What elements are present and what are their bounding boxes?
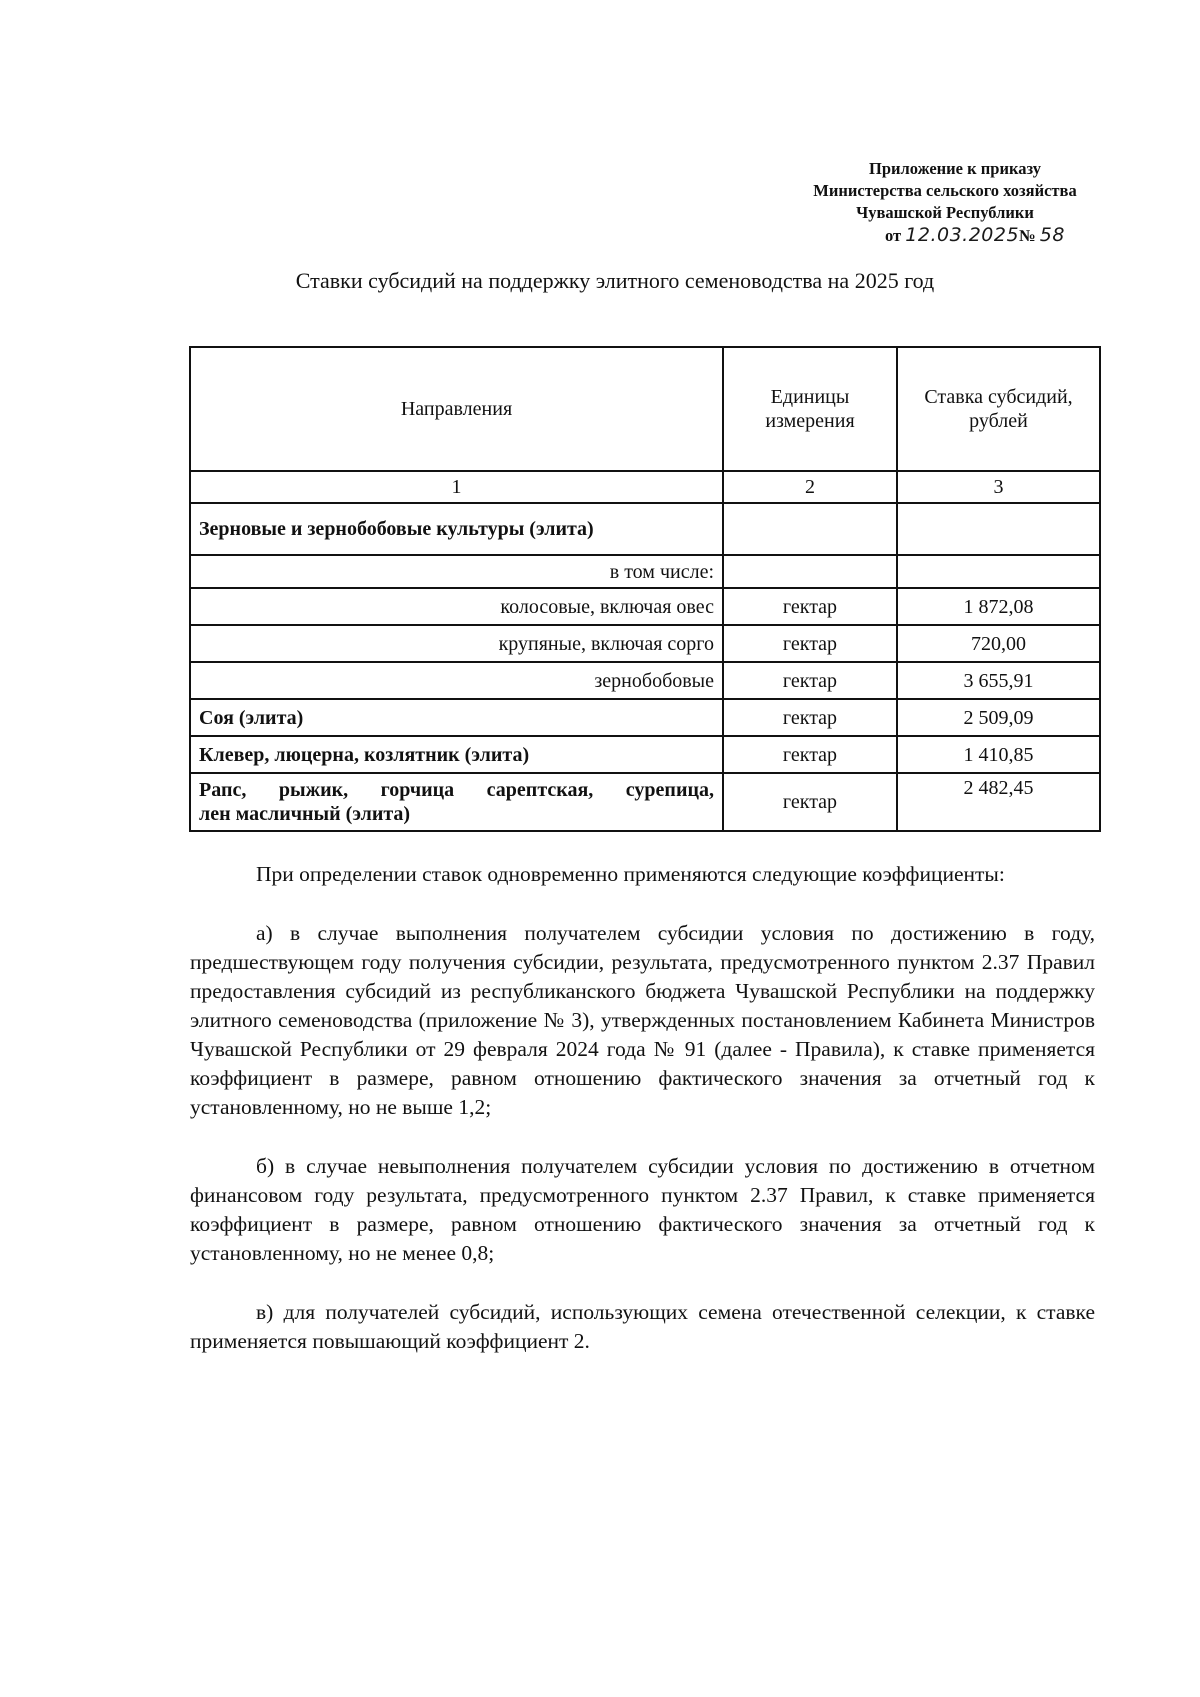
paragraph-c: в) для получателей субсидий, использующих семена отечественной селекции, к ставке применяется повышающий коэффициент 2. (190, 1300, 1095, 1353)
rate-cell: 720,00 (897, 625, 1100, 662)
table-row (190, 773, 1100, 831)
order-date-handwritten: 12.03.2025 (905, 224, 1020, 246)
rate-cell (897, 503, 1100, 555)
unit-cell: гектар (723, 773, 897, 831)
table-row (190, 736, 1100, 773)
unit-cell: гектар (723, 699, 897, 736)
rate-cell: 3 655,91 (897, 662, 1100, 699)
direction-cell: в том числе: (190, 555, 723, 588)
rate-cell: 2 482,45 (897, 773, 1100, 831)
rate-cell: 1 410,85 (897, 736, 1100, 773)
direction-cell: Соя (элита) (190, 699, 723, 736)
direction-cell: зернобобовые (190, 662, 723, 699)
direction-line-1: Рапс, рыжик, горчица сарептская, сурепица, (199, 779, 714, 801)
column-number: 3 (897, 471, 1100, 503)
appendix-header (795, 158, 1095, 247)
order-number-handwritten: 58 (1039, 224, 1065, 246)
paragraph-intro: При определении ставок одновременно применяются следующие коэффициенты: (256, 862, 1005, 886)
rate-cell: 1 872,08 (897, 588, 1100, 625)
table-header-row (190, 347, 1100, 471)
unit-cell: гектар (723, 662, 897, 699)
direction-cell: колосовые, включая овес (190, 588, 723, 625)
table-row (190, 662, 1100, 699)
paragraph-a: а) в случае выполнения получателем субсидии условия по достижению в году, предшествующем году получения субсидии, результата, предусмотренного пунктом 2.37 Правил предоставления субсидий из республиканского бюджета Чувашской Республики на поддержку элитного семеноводства (приложение № 3), утвержденных постановлением Кабинета Министров Чувашской Республики от 29 февраля 2024 года № 91 (далее - Правила), к ставке применяется коэффициент в размере, равном отношению фактического значения за отчетный год к установленному, но не выше 1,2; (190, 921, 1095, 1119)
document-title: Ставки субсидий на поддержку элитного семеноводства на 2025 год (295, 268, 935, 293)
table-row (190, 699, 1100, 736)
paragraph-b: б) в случае невыполнения получателем субсидии условия по достижению в отчетном финансовом году результата, предусмотренного пунктом 2.37 Правил, к ставке применяется коэффициент в размере, равном отношению фактического значения за отчетный год к установленному, но не менее 0,8; (190, 1154, 1095, 1265)
table-row (190, 625, 1100, 662)
appendix-line-3: Чувашской Республики (856, 203, 1034, 222)
direction-cell: крупяные, включая сорго (190, 625, 723, 662)
column-numbers-row (190, 471, 1100, 503)
table-row (190, 503, 1100, 555)
unit-cell: гектар (723, 736, 897, 773)
header-units: Единицы измерения (723, 347, 897, 471)
order-date-line (795, 224, 1095, 247)
rate-cell (897, 555, 1100, 588)
coefficients-text (190, 860, 1095, 1386)
number-prefix: № (1019, 226, 1036, 245)
unit-cell (723, 555, 897, 588)
subsidy-rates-table (189, 346, 1101, 832)
column-number: 2 (723, 471, 897, 503)
direction-cell (190, 773, 723, 831)
rate-cell: 2 509,09 (897, 699, 1100, 736)
appendix-line-1: Приложение к приказу (868, 159, 1041, 178)
unit-cell (723, 503, 897, 555)
direction-cell: Зерновые и зернобобовые культуры (элита) (190, 503, 723, 555)
direction-cell: Клевер, люцерна, козлятник (элита) (190, 736, 723, 773)
unit-cell: гектар (723, 625, 897, 662)
date-prefix: от (885, 226, 902, 245)
table-row (190, 588, 1100, 625)
unit-cell: гектар (723, 588, 897, 625)
header-directions: Направления (190, 347, 723, 471)
table-row (190, 555, 1100, 588)
direction-line-2: лен масличный (элита) (199, 803, 411, 825)
header-rate: Ставка субсидий, рублей (897, 347, 1100, 471)
column-number: 1 (190, 471, 723, 503)
appendix-line-2: Министерства сельского хозяйства (813, 181, 1077, 200)
